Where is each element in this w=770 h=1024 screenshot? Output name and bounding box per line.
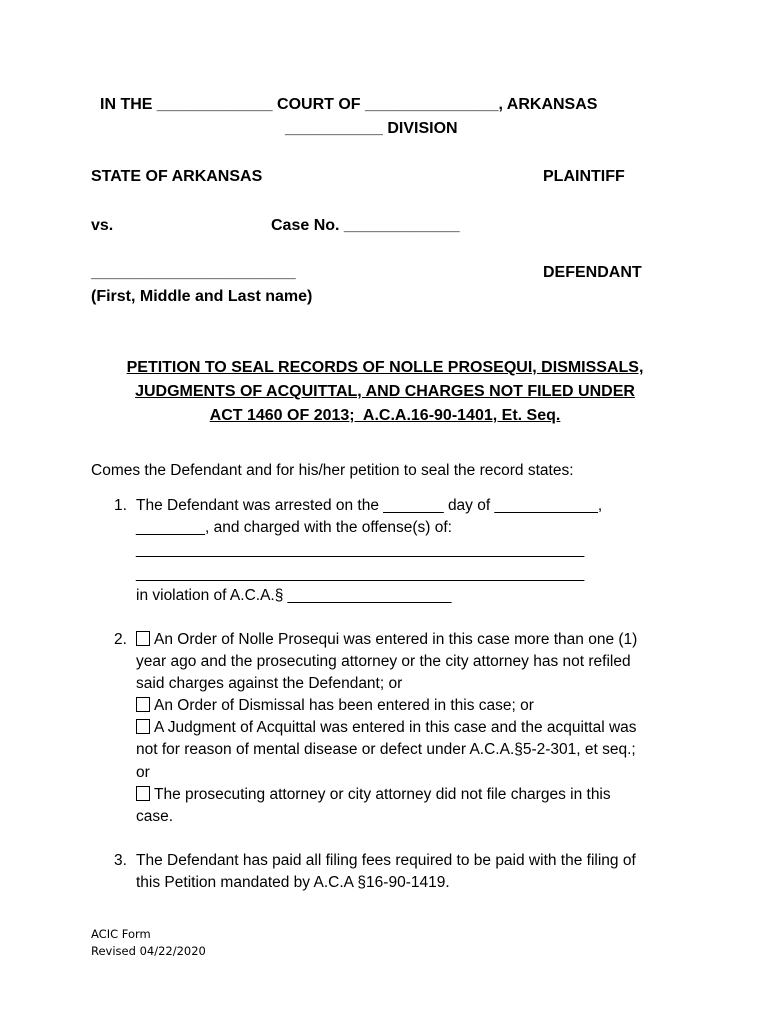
option-acquittal [136,717,637,738]
option3-line3: or [136,764,150,781]
item3-line1: The Defendant has paid all filing fees required to be paid with the filing of [136,852,636,869]
option-not-filed [136,784,611,805]
court-line: IN THE _____________ COURT OF _______________, ARKANSAS [100,96,598,113]
option-nolle-prosequi-label: An Order of Nolle Prosequi was entered in this case more than one (1) [154,631,638,648]
option1-line2: year ago and the prosecuting attorney or the city attorney has not refiled [136,653,631,670]
defendant-label: DEFENDANT [543,264,642,281]
item3-number: 3. [114,852,127,869]
option3-line2: not for reason of mental disease or defect under A.C.A.§5-2-301, et seq.; [136,741,636,758]
plaintiff-name: STATE OF ARKANSAS [91,168,263,185]
item1-line2: ________, and charged with the offense(s) of: [136,519,452,536]
option-dismissal [136,695,534,716]
offense-blank-1: ____________________________________________________ [136,541,585,558]
dismissal-checkbox[interactable] [136,697,150,712]
petition-title-line2: JUDGMENTS OF ACQUITTAL, AND CHARGES NOT FILED UNDER [135,383,635,400]
item2-number: 2. [114,631,127,648]
division-line: ___________ DIVISION [285,120,458,137]
footer-form-name: ACIC Form [91,927,151,941]
violation-line: in violation of A.C.A.§ ___________________ [136,587,452,604]
option-nolle-prosequi [136,629,637,650]
option-acquittal-label: A Judgment of Acquittal was entered in this case and the acquittal was [154,719,637,736]
intro-text: Comes the Defendant and for his/her petition to seal the record states: [91,462,574,479]
nolle-prosequi-checkbox[interactable] [136,631,150,646]
option4-line2: case. [136,808,174,825]
item1-line1: The Defendant was arrested on the _______ day of ____________, [136,497,603,514]
offense-blank-2: ____________________________________________________ [136,565,585,582]
plaintiff-label: PLAINTIFF [543,168,625,185]
defendant-name-blank: _______________________ [91,264,296,281]
not-filed-checkbox[interactable] [136,786,150,801]
option1-line3: said charges against the Defendant; or [136,675,403,692]
defendant-name-hint: (First, Middle and Last name) [91,288,313,305]
footer-revised-date: Revised 04/22/2020 [91,944,206,958]
case-number-field: Case No. _____________ [271,217,460,234]
acquittal-checkbox[interactable] [136,719,150,734]
item1-number: 1. [114,497,127,514]
versus-label: vs. [91,217,114,234]
petition-title-line1: PETITION TO SEAL RECORDS OF NOLLE PROSEQUI, DISMISSALS, [126,359,644,376]
option-dismissal-label: An Order of Dismissal has been entered in this case; or [154,697,534,714]
item3-line2: this Petition mandated by A.C.A §16-90-1419. [136,874,450,891]
option-not-filed-label: The prosecuting attorney or city attorney did not file charges in this [154,786,611,803]
petition-title-line3: ACT 1460 OF 2013; A.C.A.16-90-1401, Et. Seq. [209,407,561,424]
